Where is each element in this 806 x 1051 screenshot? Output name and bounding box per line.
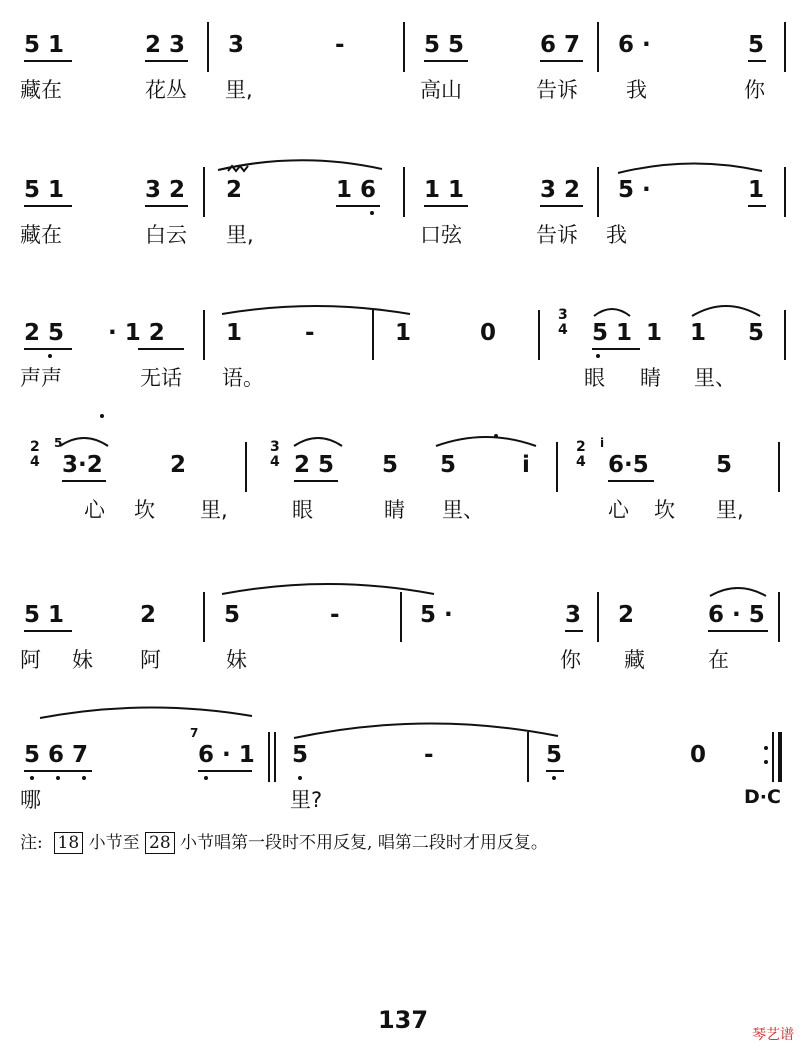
note-group: 1 — [226, 320, 243, 346]
note-group: · 1 2 — [108, 320, 165, 346]
footnote-prefix: 注: — [20, 833, 43, 853]
footnote — [20, 830, 548, 856]
note-group: 1 — [690, 320, 707, 346]
grace-note: 7 — [190, 726, 199, 740]
underlines-and-slurs — [0, 600, 806, 710]
lyric: 语。 — [222, 366, 264, 390]
grace-note: 5 — [54, 436, 63, 450]
lyric: 妹 — [226, 648, 247, 672]
lyric: 告诉 — [536, 223, 578, 247]
note-group: 5 — [748, 320, 765, 346]
lyric: 我 — [606, 223, 627, 247]
underlines-and-slurs — [0, 318, 806, 428]
lyric: 高山 — [420, 78, 462, 102]
lyric: 坎 — [134, 498, 155, 522]
note-group: 5 5 — [424, 32, 465, 58]
note-group: 2 3 — [145, 32, 186, 58]
da-capo-mark: D·C — [744, 786, 781, 808]
time-signature-top: 2 — [576, 439, 586, 455]
note-group: 1 6 — [336, 177, 377, 203]
note-group: 5 — [382, 452, 399, 478]
measure-box: 18 — [54, 832, 84, 854]
lyric: 花丛 — [145, 78, 187, 102]
time-signature-bottom: 4 — [270, 454, 280, 470]
score-system-5 — [0, 600, 806, 710]
footnote-text: 小节至 — [88, 833, 140, 853]
score-system-2 — [0, 175, 806, 285]
note-group: 3 — [228, 32, 245, 58]
time-signature-top: 2 — [30, 439, 40, 455]
lyric: 无话 — [140, 366, 182, 390]
note-group: - — [305, 320, 315, 346]
note-group: 0 — [480, 320, 497, 346]
grace-note: i — [600, 436, 605, 450]
time-signature-top: 3 — [270, 439, 280, 455]
lyric: 口弦 — [420, 223, 462, 247]
underlines — [0, 30, 806, 140]
lyric: 坎 — [654, 498, 675, 522]
lyric: 心 — [608, 498, 629, 522]
score-system-3 — [0, 307, 806, 428]
note-group: 5 · — [420, 602, 453, 628]
note-group: 1 — [748, 177, 765, 203]
lyric: 藏 — [624, 648, 645, 672]
lyric: 里, — [225, 78, 253, 102]
note-group: 5 · — [618, 177, 651, 203]
lyric: 心 — [84, 498, 105, 522]
note-group: 5 1 — [24, 602, 65, 628]
lyric: 阿 — [140, 648, 161, 672]
lyric: 我 — [626, 78, 647, 102]
note-group: - — [424, 742, 434, 768]
note-group: 0 — [690, 742, 707, 768]
watermark-logo: 琴艺谱 — [752, 1027, 794, 1043]
measure-box: 28 — [145, 832, 175, 854]
time-signature-bottom: 4 — [30, 454, 40, 470]
note-group: 5 — [292, 742, 309, 768]
lyric: 你 — [744, 78, 765, 102]
score-system-4 — [0, 436, 806, 560]
lyric: 藏在 — [20, 78, 62, 102]
score-system-1 — [0, 30, 806, 140]
lyric: 白云 — [145, 223, 187, 247]
lyric: 声声 — [20, 366, 62, 390]
note-group: 6·5 — [608, 452, 649, 478]
lyric: 里? — [290, 788, 323, 812]
note-group: 5 1 — [592, 320, 633, 346]
note-group: 2 — [618, 602, 635, 628]
underlines-and-slurs — [0, 175, 806, 285]
time-signature-bottom: 4 — [576, 454, 586, 470]
time-signature-top: 3 — [558, 307, 568, 323]
note-group: 5 — [224, 602, 241, 628]
note-group: 5 1 — [24, 32, 65, 58]
lyric: 里, — [226, 223, 254, 247]
lyric: 你 — [560, 648, 581, 672]
lyric: 妹 — [72, 648, 93, 672]
note-group: 2 5 — [294, 452, 335, 478]
note-group: 5 — [748, 32, 765, 58]
note-group: 1 1 — [424, 177, 465, 203]
lyric: 在 — [708, 648, 729, 672]
note-group: 3 2 — [145, 177, 186, 203]
note-group: 6 7 — [540, 32, 581, 58]
lyric: 阿 — [20, 648, 41, 672]
note-group: 3 2 — [540, 177, 581, 203]
note-group: 5 — [546, 742, 563, 768]
note-group: 2 — [140, 602, 157, 628]
note-group: 2 5 — [24, 320, 65, 346]
lyric: 告诉 — [536, 78, 578, 102]
note-group: 1 — [395, 320, 412, 346]
footnote-text: 小节唱第一段时不用反复, 唱第二段时才用反复。 — [180, 833, 548, 853]
time-signature-bottom: 4 — [558, 322, 568, 338]
lyric: 里, — [716, 498, 744, 522]
note-group: i — [522, 452, 530, 478]
page-number: 137 — [377, 1006, 429, 1034]
lyric: 睛 — [384, 498, 405, 522]
note-group: 3·2 — [62, 452, 103, 478]
note-group: 5 1 — [24, 177, 65, 203]
lyric: 藏在 — [20, 223, 62, 247]
lyric: 眼 — [584, 366, 605, 390]
lyric: 哪 — [20, 788, 41, 812]
lyric: 里、 — [694, 366, 736, 390]
lyric: 眼 — [292, 498, 313, 522]
note-group: 6 · 1 — [198, 742, 255, 768]
note-group: 5 6 7 — [24, 742, 89, 768]
lyric: 里, — [200, 498, 228, 522]
note-group: 6 · 5 — [708, 602, 765, 628]
note-group: 2 — [226, 177, 243, 203]
note-group: 2 — [170, 452, 187, 478]
note-group: 1 — [646, 320, 663, 346]
lyric: 里、 — [442, 498, 484, 522]
lyric: 睛 — [640, 366, 661, 390]
note-group: 6 · — [618, 32, 651, 58]
note-group: 3 — [565, 602, 582, 628]
note-group: - — [335, 32, 345, 58]
note-group: - — [330, 602, 340, 628]
note-group: 5 — [440, 452, 457, 478]
note-group: 5 — [716, 452, 733, 478]
